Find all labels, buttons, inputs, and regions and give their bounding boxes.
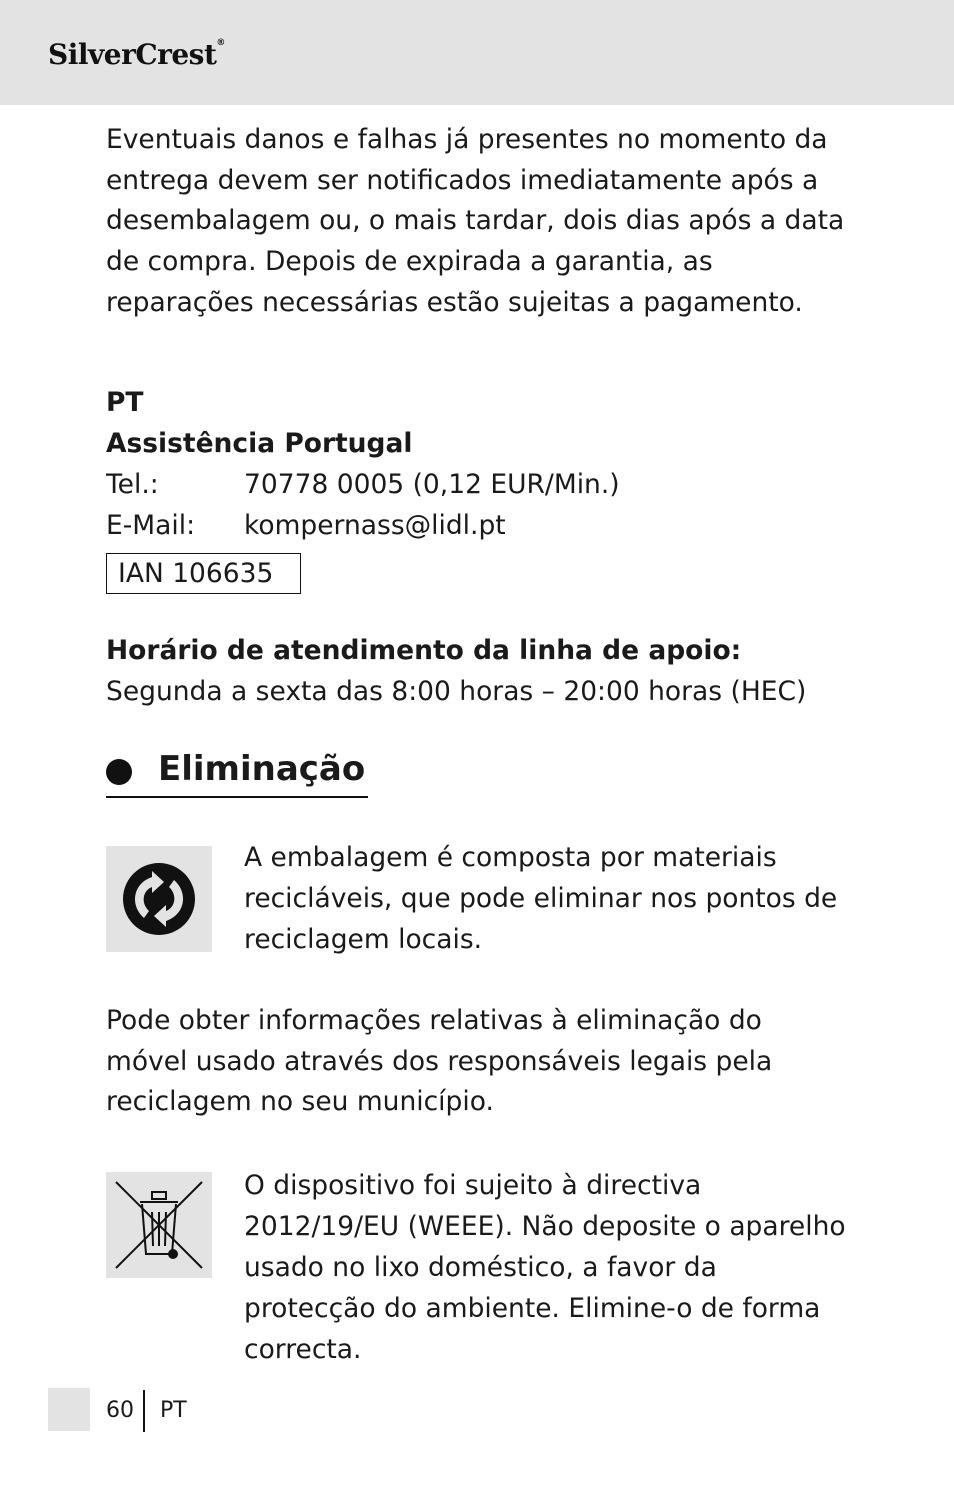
- page-number: 60: [106, 1398, 134, 1423]
- service-title: Assistência Portugal: [106, 428, 413, 459]
- hours-heading: Horário de atendimento da linha de apoio:: [106, 635, 742, 666]
- email-row: [106, 506, 506, 546]
- disposal-title: Eliminação: [158, 749, 366, 789]
- footer-marker: [48, 1388, 90, 1431]
- country-code: PT: [106, 387, 144, 418]
- hours-text: Segunda a sexta das 8:00 horas – 20:00 horas (HEC): [106, 676, 807, 707]
- page-header: [0, 0, 954, 105]
- disposal-section-title: [106, 744, 368, 798]
- municipal-text: Pode obter informações relativas à eliminação do móvel usado através dos responsáveis legais pela reciclagem no seu município.: [106, 1005, 773, 1118]
- bullet-icon: [106, 759, 132, 785]
- brand-logo: SilverCrest®: [48, 38, 225, 71]
- packaging-text: A embalagem é composta por materiais recicláveis, que pode eliminar nos pontos de reciclagem locais.: [244, 842, 838, 955]
- crossed-out-wheelie-bin-icon: [106, 1172, 212, 1278]
- weee-text: O dispositivo foi sujeito à directiva 2012/19/EU (WEEE). Não deposite o aparelho usado no lixo doméstico, a favor da protecção do ambiente. Elimine-o de forma correcta.: [244, 1170, 846, 1365]
- tel-value: 70778 0005 (0,12 EUR/Min.): [244, 469, 620, 500]
- tel-row: [106, 465, 620, 505]
- email-label: E-Mail:: [106, 510, 196, 541]
- tel-label: Tel.:: [106, 469, 159, 500]
- footer-language: PT: [160, 1398, 187, 1423]
- email-value: kompernass@lidl.pt: [244, 510, 506, 541]
- green-dot-recycling-icon: [106, 846, 212, 952]
- footer-divider: [143, 1390, 145, 1432]
- intro-paragraph: Eventuais danos e falhas já presentes no momento da entrega devem ser notificados imediatamente após a desembalagem ou, o mais tardar, dois dias após a data de compra. Depois de expirada a garantia, as reparações necessárias estão sujeitas a pagamento.: [106, 124, 845, 318]
- ian-box: IAN 106635: [106, 553, 301, 594]
